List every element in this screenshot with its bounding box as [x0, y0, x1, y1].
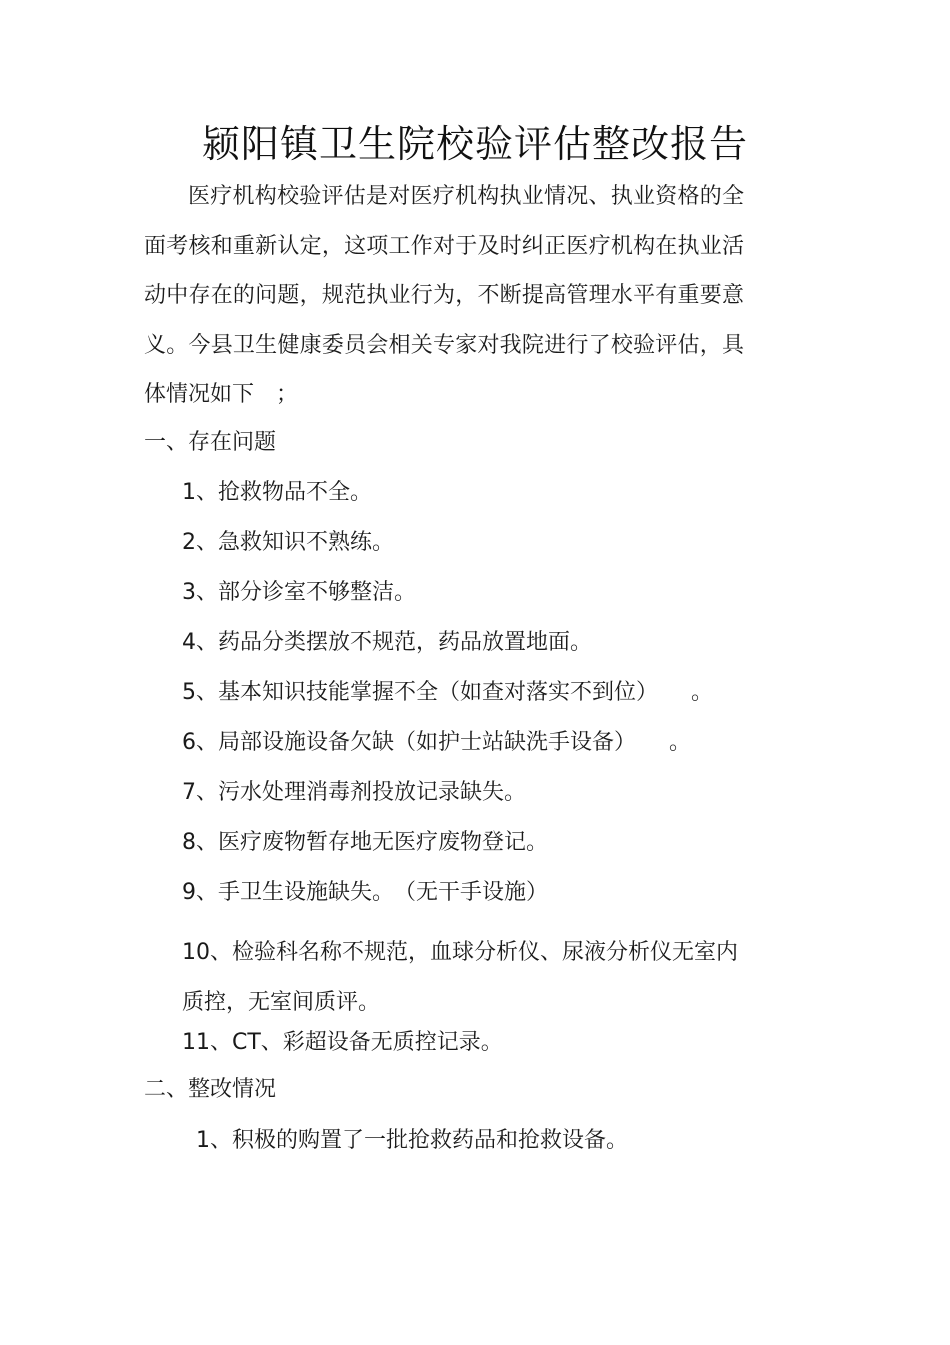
problem-item: 6、局部设施设备欠缺（如护士站缺洗手设备） 。 — [182, 730, 691, 755]
problem-item: 1、抢救物品不全。 — [182, 480, 372, 505]
page-title: 颍阳镇卫生院校验评估整改报告 — [201, 122, 748, 166]
problem-item: 4、药品分类摆放不规范，药品放置地面。 — [182, 630, 592, 655]
problem-item: 11、CT、彩超设备无质控记录。 — [182, 1030, 503, 1055]
section-heading-rectification: 二、整改情况 — [144, 1077, 277, 1102]
problem-item: 7、污水处理消毒剂投放记录缺失。 — [182, 780, 526, 805]
problem-item: 10、检验科名称不规范，血球分析仪、尿液分析仪无室内质控，无室间质评。 — [182, 940, 738, 1015]
problem-item: 5、基本知识技能掌握不全（如查对落实不到位） 。 — [182, 680, 713, 705]
section-heading-problems: 一、存在问题 — [144, 430, 277, 455]
problem-item: 9、手卫生设施缺失。 （无干手设施） — [182, 880, 548, 905]
problem-item: 8、医疗废物暂存地无医疗废物登记。 — [182, 830, 548, 855]
problem-item: 3、部分诊室不够整洁。 — [182, 580, 416, 605]
problem-item: 2、急救知识不熟练。 — [182, 530, 394, 555]
intro-paragraph: 医疗机构校验评估是对医疗机构执业情况、执业资格的全面考核和重新认定，这项工作对于及时纠正医疗机构在执业活动中存在的问题，规范执业行为，不断提高管理水平有重要意义。今县卫生健康委员会相关专家对我院进行了校验评估，具体情况如下 ； — [144, 184, 744, 407]
rectification-item: 1、积极的购置了一批抢救药品和抢救设备。 — [196, 1128, 628, 1153]
